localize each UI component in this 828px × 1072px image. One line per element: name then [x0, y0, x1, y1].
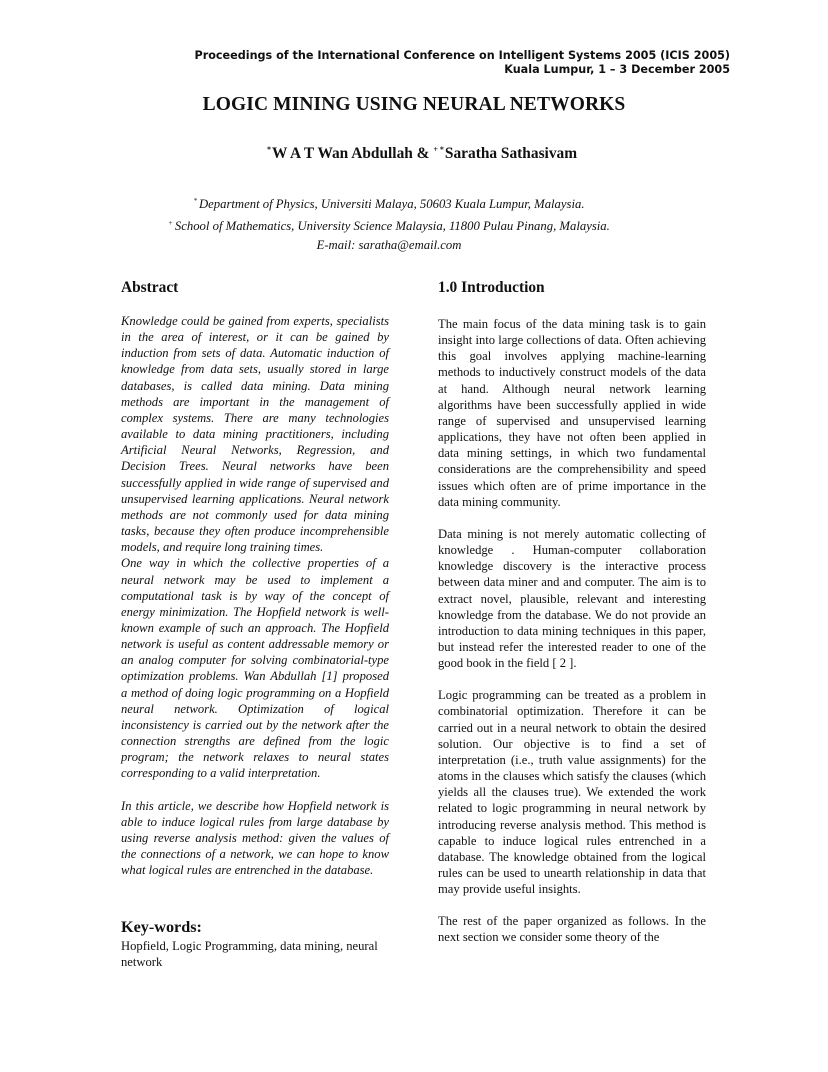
proceedings-header: [195, 49, 730, 77]
paper-title: LOGIC MINING USING NEURAL NETWORKS: [202, 94, 626, 115]
author1-mark: *: [266, 145, 271, 154]
affiliation-1-mark: *: [193, 197, 197, 205]
keywords-text: Hopfield, Logic Programming, data mining, neural network: [121, 939, 378, 969]
abstract-heading: Abstract: [121, 279, 179, 296]
introduction-heading: 1.0 Introduction: [438, 279, 545, 296]
intro-paragraph-2: Data mining is not merely automatic collecting of knowledge . Human-computer collaboration knowledge discovery is the interactive process between data miner and and computer. The aim is to extract novel, plausible, relevant and interesting knowledge from the database. We do not provide an introduction to data mining techniques in this paper, but instead refer the interested reader to one of the good book in the field [ 2 ].: [438, 526, 706, 671]
author2-mark: + *: [433, 145, 444, 154]
affiliation-2-text: School of Mathematics, University Science Malaysia, 11800 Pulau Pinang, Malaysia.: [174, 219, 610, 233]
keywords-heading: Key-words:: [121, 918, 202, 936]
abstract-body: [121, 313, 389, 878]
author2-name: Saratha Sathasivam: [444, 145, 578, 162]
author-email: E-mail: saratha@email.com: [316, 238, 462, 252]
abstract-paragraph-3: In this article, we describe how Hopfield network is able to induce logical rules from large database by using reverse analysis method: given the values of the connections of a network, we can hope to know what logical rules are entrenched in the database.: [121, 798, 389, 878]
proceedings-line-2: Kuala Lumpur, 1 – 3 December 2005: [504, 63, 730, 76]
affiliation-1: [0, 192, 778, 214]
intro-paragraph-3: Logic programming can be treated as a problem in combinatorial optimization. Therefore it can be carried out in a neural network to obtain the desired solution. Our objective is to find a set of interpretation (i.e., truth value assignments) for the atoms in the clauses which satisfy the clauses (which yields all the clauses true). We extended the work related to logic programming in neural network by introducing reverse analysis method. This method is capable to induce logical rules entrenched in a database. The knowledge obtained from the logical rules can be used to unearth relationship in data that may provide useful insights.: [438, 688, 706, 897]
abstract-paragraph-1: Knowledge could be gained from experts, specialists in the area of interest, or it can be gained by induction from sets of data. Automatic induction of knowledge from data sets, usually stored in large databases, is called data mining. Data mining methods are important in the management of complex systems. There are many technologies available to data mining practitioners, including Artificial Neural Networks, Regression, and Decision Trees. Neural networks have been successfully applied in wide range of supervised and unsupervised learning applications. Neural network methods are not commonly used for data mining tasks, because they often produce incomprehensible models, and require long training times.: [121, 314, 389, 555]
introduction-body: [438, 316, 706, 946]
author1-name: W A T Wan Abdullah &: [271, 145, 434, 162]
intro-paragraph-1: The main focus of the data mining task is to gain insight into large collections of data. Often achieving this goal involves applying machine-learning methods to inductively construct models of the data at hand. Although neural network learning algorithms have been successfully applied in wide range of supervised and unsupervised learning applications, they have not often been applied in data mining settings, in which two fundamental considerations are the comprehensibility and speed issues which often are of prime importance in the data mining community.: [438, 317, 706, 509]
proceedings-line-1: Proceedings of the International Conference on Intelligent Systems 2005 (ICIS 2005): [194, 49, 730, 62]
intro-paragraph-4: The rest of the paper organized as follows. In the next section we consider some theory of the: [438, 914, 706, 945]
affiliation-1-text: Department of Physics, Universiti Malaya, 50603 Kuala Lumpur, Malaysia.: [198, 197, 585, 211]
affiliation-2: [0, 214, 778, 236]
author-line: [0, 145, 828, 163]
affiliations: [0, 192, 778, 255]
abstract-paragraph-2: One way in which the collective properties of a neural network may be used to implement a computational task is by way of the concept of energy minimization. The Hopfield network is well-known example of such an approach. The Hopfield network is useful as content addressable memory or an analog computer for solving combinatorial-type optimization problems. Wan Abdullah [1] proposed a method of doing logic programming on a Hopfield neural network. Optimization of logical inconsistency is carried out by the network after the connection strengths are defined from the logic program; the network relaxes to neural states corresponding to a valid interpretation.: [121, 556, 389, 781]
affiliation-2-mark: +: [168, 219, 173, 227]
